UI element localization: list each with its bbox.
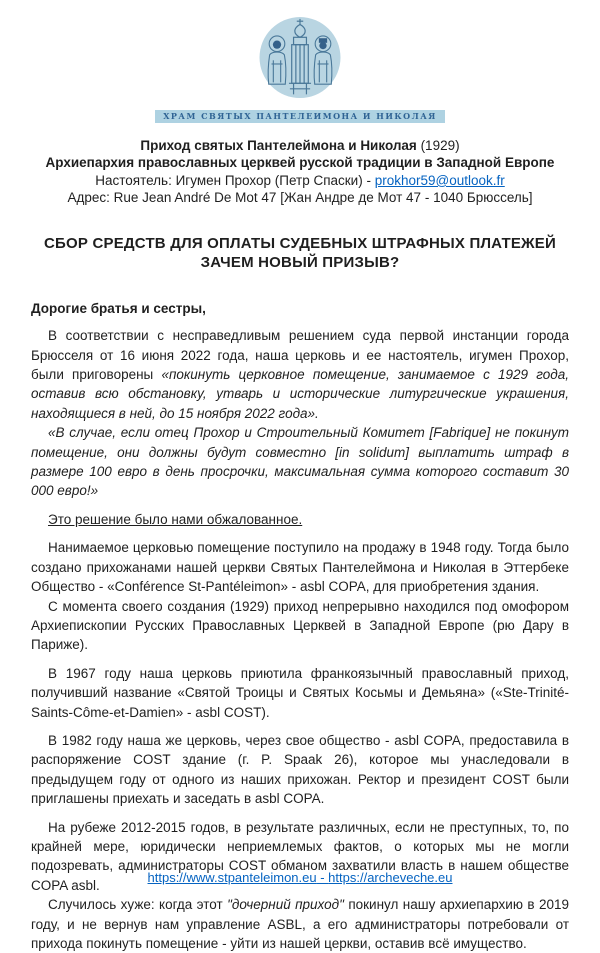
paragraph-omophorion: С момента своего создания (1929) приход непрерывно находился под омофором Архиепископии Русских Православных Церквей в Западной Европе (рю Дару в Париже).	[31, 598, 569, 653]
paragraph-1982-building: В 1982 году наша же церковь, через свое общество - asbl COPA, предоставила в распоряжение COST здание (г. P. Spaak 26), которое мы унаследовали в предыдущем году от одного из наших прихожан. Ректор и президент COST были приглашены приехать и заседать в asbl COPA.	[31, 732, 569, 807]
rector-email-link[interactable]: prokhor59@outlook.fr	[374, 172, 505, 188]
archdiocese-website-link[interactable]: https://archeveche.eu	[328, 869, 453, 885]
logo-banner-text: ХРАМ СВЯТЫХ ПАНТЕЛЕИМОНА И НИКОЛАЯ	[155, 110, 445, 123]
paragraph-2019-departure	[31, 895, 569, 953]
paragraph-1967-parish: В 1967 году наша церковь приютила франкоязычный православный приход, получивший название «Святой Троицы и Святых Косьмы и Демьяна» («Ste-Trinité-Saints-Côme-et-Damien» - asbl COST).	[31, 665, 569, 720]
letterhead	[31, 137, 569, 207]
church-emblem-icon	[31, 16, 569, 105]
rector-line	[31, 172, 569, 190]
paragraph-court-decision	[31, 326, 569, 423]
address-line: Адрес: Rue Jean André De Mot 47 [Жан Андре де Мот 47 - 1040 Брюссель]	[67, 190, 533, 206]
paragraph-text: покинул нашу архиепархию в 2019 году, и не вернув нам управление ASBL, а его администраторы потребовали от прихода покинуть помещение - уйти из нашей церкви, оставив всё имущество.	[31, 897, 569, 951]
footer-links	[0, 868, 600, 887]
court-quote: «покинуть церковное помещение, занимаемое с 1929 года, оставив всю обстановку, утварь и исторические литургические украшения, находящиеся в ней, до 15 ноября 2022 года».	[31, 367, 569, 421]
archdiocese-line: Архиепархия православных церквей русской традиции в Западной Европе	[45, 155, 555, 171]
parish-name-line	[31, 137, 569, 155]
paragraph-2012-2015-takeover: На рубеже 2012-2015 годов, в результате различных, если не преступных, то, по крайней мере, юридически неприемлемых фактов, о которых мы не могли подозревать, администраторы COST обманом захватили власть в нашем обществе COPA asbl.	[31, 819, 569, 893]
paragraph-penalty-quote: «В случае, если отец Прохор и Строительный Комитет [Fabrique] не покинут помещение, они должны будут совместно [in solidum] выплатить штраф в размере 100 евро в день просрочки, максимальная сумма которого составит 30 000 евро!»	[31, 425, 569, 499]
appeal-statement: Это решение было нами обжалованное.	[48, 511, 303, 527]
title-line-2: ЗАЧЕМ НОВЫЙ ПРИЗЫВ?	[200, 253, 400, 271]
rector-label: Настоятель: Игумен Прохор (Петр Спаски) -	[95, 172, 375, 188]
salutation: Дорогие братья и сестры,	[31, 300, 206, 316]
title-line-1: СБОР СРЕДСТВ ДЛЯ ОПЛАТЫ СУДЕБНЫХ ШТРАФНЫХ ПЛАТЕЖЕЙ	[44, 234, 556, 252]
links-separator: -	[316, 869, 329, 885]
daughter-parish-phrase: "дочерний приход"	[227, 897, 344, 913]
paragraph-text: Случилось хуже: когда этот	[48, 897, 228, 913]
document-title	[31, 234, 569, 272]
parish-logo	[31, 16, 569, 125]
paragraph-appeal	[31, 510, 569, 529]
paragraph-1948-sale: Нанимаемое церковью помещение поступило на продажу в 1948 году. Тогда было создано прихожанами нашей церкви Святых Пантелеймона и Николая в Эттербеке Общество - «Conférence St-Pantéleimon» - asbl COPA, для приобретения здания.	[31, 540, 569, 595]
parish-name: Приход святых Пантелеймона и Николая	[140, 137, 417, 153]
parish-website-link[interactable]: https://www.stpanteleimon.eu	[147, 869, 317, 885]
parish-founding-year: (1929)	[416, 137, 460, 153]
paragraph-text: В соответствии с несправедливым решением суда первой инстанции города Брюсселя от 16 июня 2022 года, наша церковь и ее настоятель, игумен Прохор, были приговорены	[31, 328, 569, 383]
